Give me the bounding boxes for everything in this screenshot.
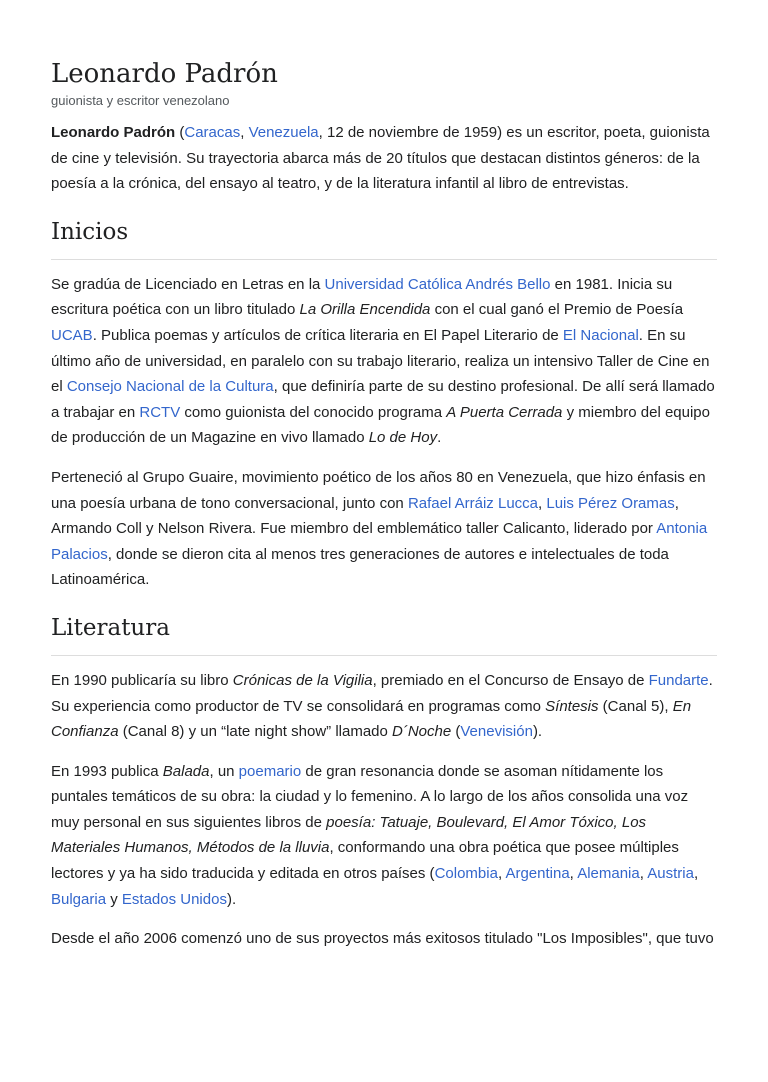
text: (Canal 8) y un “late night show” llamado (118, 723, 393, 741)
link-argentina[interactable]: Argentina (505, 865, 570, 883)
text: ). (532, 723, 543, 741)
page-title: Leonardo Padrón (51, 59, 278, 89)
text: . En su último año de universidad, en paralelo con su trabajo literario, realiza un intensivo Taller de Cine en el (51, 326, 710, 396)
literatura-paragraph-1 (51, 668, 717, 745)
text: con el cual ganó el Premio de Poesía (430, 301, 684, 319)
literatura-paragraph-3 (51, 926, 717, 952)
text: . (437, 429, 442, 447)
text: , (240, 124, 249, 141)
text: , (569, 865, 578, 883)
program-title: D´Noche (392, 723, 452, 741)
text: , donde se dieron cita al menos tres generaciones de autores e intelectuales de toda Latinoamérica. (51, 545, 669, 589)
intro-paragraph (51, 120, 717, 197)
link-alemania[interactable]: Alemania (577, 865, 640, 883)
text: , Armando Coll y Nelson Rivera. Fue miembro del emblemático taller Calicanto, liderado por (51, 494, 679, 538)
text: En 1990 publicaría su libro (51, 671, 233, 689)
link-colombia[interactable]: Colombia (434, 865, 498, 883)
book-title: La Orilla Encendida (299, 301, 431, 319)
link-luis-perez[interactable]: Luis Pérez Oramas (546, 494, 675, 512)
link-consejo-cultura[interactable]: Consejo Nacional de la Cultura (66, 378, 274, 396)
section-literatura (51, 668, 717, 952)
text: , que definiría parte de su destino profesional. De allí será llamado a trabajar en (51, 378, 715, 421)
section-inicios (51, 272, 717, 593)
text: ( (175, 124, 185, 141)
program-title: Lo de Hoy (368, 429, 438, 447)
link-poemario[interactable]: poemario (238, 762, 302, 780)
text: como guionista del conocido programa (180, 403, 447, 421)
link-austria[interactable]: Austria (647, 865, 694, 883)
link-rafael-arraiz[interactable]: Rafael Arráiz Lucca (407, 494, 539, 512)
text: , (693, 865, 699, 883)
text: ). (226, 890, 237, 908)
book-title: Crónicas de la Vigilia (232, 671, 373, 689)
program-title: En Confianza (51, 697, 692, 741)
literatura-paragraph-2 (51, 759, 717, 913)
text: , un (209, 762, 239, 780)
link-rctv[interactable]: RCTV (139, 403, 181, 421)
section-heading-inicios: Inicios (51, 217, 717, 260)
book-titles: poesía: Tatuaje, Boulevard, El Amor Tóxico, Los Materiales Humanos, Métodos de la lluvia (51, 813, 647, 857)
text: de gran resonancia donde se asoman nítidamente los puntales temáticos de su obra: la ciudad y lo femenino. A lo largo de los años consolida una voz muy personal en sus siguientes libros de (51, 762, 689, 831)
text: , premiado en el Concurso de Ensayo de (372, 671, 649, 689)
link-estados-unidos[interactable]: Estados Unidos (121, 890, 227, 908)
text: y (106, 890, 122, 908)
text: Desde el año 2006 comenzó uno de sus proyectos más exitosos titulado "Los Imposibles", que tuvo (51, 930, 714, 948)
text: , 12 de noviembre de 1959) es un escritor, poeta, guionista de cine y televisión. Su trayectoria abarca más de 20 títulos que destacan distintos géneros: de la poesía a la crónica, del ensayo al teatro, y de la literatura infantil al libro de entrevistas. (51, 124, 710, 193)
text: , conformando una obra poética que posee múltiples lectores y ya ha sido traducida y editada en otros países ( (51, 839, 679, 883)
text: en 1981. Inicia su escritura poética con un libro titulado (51, 275, 673, 319)
link-ucab[interactable]: UCAB (51, 326, 93, 344)
text: , (538, 494, 547, 512)
inicios-paragraph-1 (51, 272, 717, 451)
link-universidad-catolica[interactable]: Universidad Católica Andrés Bello (324, 275, 551, 293)
text: ( (451, 723, 461, 741)
link-bulgaria[interactable]: Bulgaria (51, 890, 107, 908)
text: y miembro del equipo de producción de un Magazine en vivo llamado (51, 403, 710, 447)
link-venevision[interactable]: Venevisión (460, 723, 533, 741)
subject-name: Leonardo Padrón (51, 124, 176, 141)
link-venezuela[interactable]: Venezuela (248, 124, 319, 141)
text: Perteneció al Grupo Guaire, movimiento poético de los años 80 en Venezuela, que hizo énfasis en una poesía urbana de tono conversacional, junto con (51, 468, 706, 512)
program-title: A Puerta Cerrada (446, 403, 563, 421)
text: (Canal 5), (598, 697, 673, 715)
text: . Su experiencia como productor de TV se consolidará en programas como (51, 671, 713, 715)
link-caracas[interactable]: Caracas (184, 124, 241, 141)
inicios-paragraph-2 (51, 465, 717, 593)
article (0, 58, 768, 952)
text: . Publica poemas y artículos de crítica literaria en El Papel Literario de (92, 326, 563, 344)
book-title: Balada (162, 762, 210, 780)
link-antonia-palacios[interactable]: Antonia Palacios (51, 520, 708, 563)
page-subtitle: guionista y escritor venezolano (51, 93, 230, 108)
text: , (639, 865, 648, 883)
link-el-nacional[interactable]: El Nacional (562, 326, 639, 344)
text: En 1993 publica (51, 762, 163, 780)
text: Se gradúa de Licenciado en Letras en la (51, 275, 325, 293)
section-heading-literatura: Literatura (51, 613, 717, 656)
text: , (497, 865, 506, 883)
program-title: Síntesis (545, 697, 599, 715)
link-fundarte[interactable]: Fundarte (648, 671, 709, 689)
